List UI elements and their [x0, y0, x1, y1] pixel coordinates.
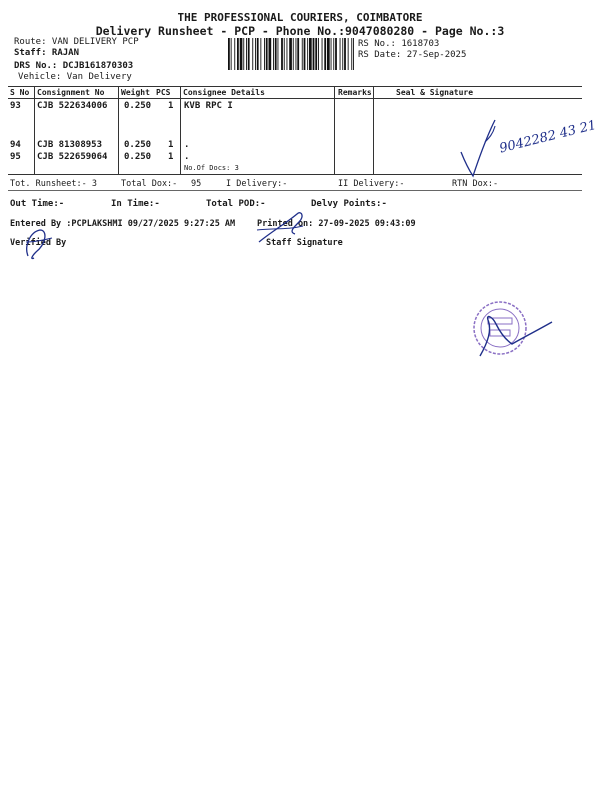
header-remarks: Remarks [338, 88, 372, 97]
route-label: Route: VAN DELIVERY PCP [14, 37, 139, 47]
total-dox-value: 95 [191, 179, 202, 189]
table-row-consignment: CJB 522634006 [37, 101, 108, 111]
table-row-sno: 93 [10, 101, 21, 111]
total-pod: Total POD:- [206, 199, 266, 209]
table-row-pcs: 1 [168, 140, 174, 150]
rs-date: RS Date: 27-Sep-2025 [358, 50, 467, 60]
table-row-consignment: CJB 522659064 [37, 152, 108, 162]
table-row-pcs: 1 [168, 152, 174, 162]
header-seal: Seal & Signature [396, 88, 474, 97]
company-name: THE PROFESSIONAL COURIERS, COIMBATORE [177, 11, 423, 24]
staff-label: Staff: RAJAN [14, 48, 80, 58]
out-time: Out Time:- [10, 199, 65, 209]
col-divider [118, 86, 119, 174]
table-row-pcs: 1 [168, 101, 174, 111]
header-sno: S No [10, 88, 30, 97]
header-weight: Weight [121, 88, 150, 97]
tot-runsheet: Tot. Runsheet:- 3 [10, 179, 97, 189]
barcode-icon [228, 38, 354, 70]
rtn-dox: RTN Dox:- [452, 179, 499, 189]
table-row-weight: 0.250 [124, 152, 152, 162]
i-delivery: I Delivery:- [226, 179, 288, 189]
staff-signature: Staff Signature [266, 238, 343, 248]
col-divider [373, 86, 374, 174]
no-of-docs: No.Of Docs: 3 [184, 164, 239, 172]
table-row-weight: 0.250 [124, 101, 152, 111]
handwritten-signature-icon [455, 112, 515, 182]
table-row-consignment: CJB 81308953 [37, 140, 103, 150]
table-row-weight: 0.250 [124, 140, 152, 150]
drs-number: DRS No.: DCJB161870303 [14, 61, 134, 71]
vehicle-label: Vehicle: Van Delivery [18, 72, 132, 82]
table-row-sno: 94 [10, 140, 21, 150]
col-divider [180, 86, 181, 174]
col-divider [334, 86, 335, 174]
table-header-rule [8, 98, 582, 99]
handwritten-note: 9042282 43 21 [498, 117, 598, 157]
table-row-sno: 95 [10, 152, 21, 162]
table-row-consignee: . [184, 140, 190, 150]
col-divider [34, 86, 35, 174]
staff-signature-scribble-icon [255, 208, 315, 246]
table-row-consignee: KVB RPC I [184, 101, 233, 111]
delvy-points: Delvy Points:- [311, 199, 387, 209]
total-dox: Total Dox:- [121, 179, 178, 189]
rs-number: RS No.: 1618703 [358, 39, 440, 49]
in-time: In Time:- [111, 199, 160, 209]
verified-by: Verified By [10, 238, 67, 248]
table-row-consignee: . [184, 152, 190, 162]
header-consignee: Consignee Details [183, 88, 265, 97]
printed-on: Printed on: 27-09-2025 09:43:09 [257, 219, 416, 229]
verified-signature-icon [20, 226, 60, 262]
delivery-stamp-icon [466, 290, 558, 370]
totals-rule [8, 190, 582, 191]
ii-delivery: II Delivery:- [338, 179, 405, 189]
runsheet-title: Delivery Runsheet - PCP - Phone No.:9047080280 - Page No.:3 [95, 24, 505, 38]
header-pcs: PCS [156, 88, 171, 97]
entered-by: Entered By :PCPLAKSHMI 09/27/2025 9:27:25 AM [10, 219, 236, 229]
table-top-rule [8, 86, 582, 87]
header-consignment: Consignment No [37, 88, 105, 97]
